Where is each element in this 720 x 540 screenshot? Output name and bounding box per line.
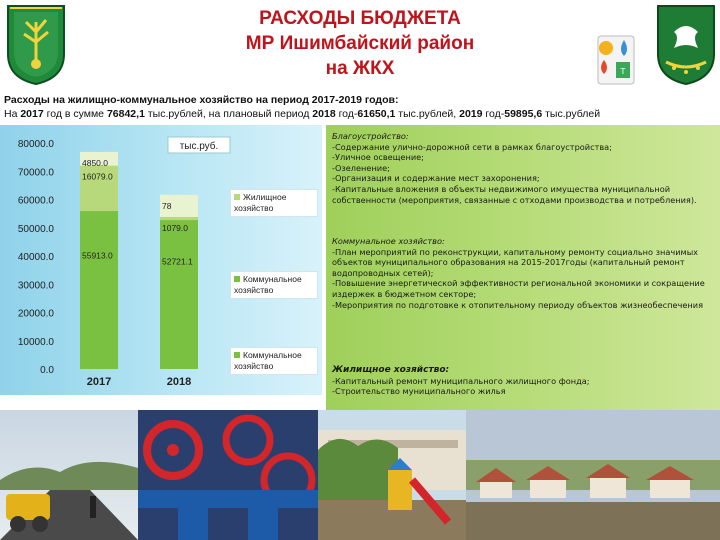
komm-item: -Мероприятия по подготовке к отопительному периоду объектов жизнеобеспечения [332, 299, 703, 310]
budget-summary [4, 93, 716, 121]
y-tick-label: 50000.0 [17, 223, 54, 235]
legend-label-housing: Жилищное хозяйство [234, 192, 287, 213]
y-tick-label: 30000.0 [17, 280, 54, 292]
section-kommunalnoe [332, 236, 716, 310]
legend-swatch-communal [234, 276, 240, 282]
bar-data-label: 78 [162, 200, 172, 211]
zhil-item: -Капитальный ремонт муниципального жилищного фонда; [332, 375, 590, 386]
title-line-3: на ЖКХ [325, 58, 395, 79]
bar-segment [80, 211, 118, 369]
y-tick-label: 70000.0 [17, 167, 54, 179]
title-line-2: МР Ишимбайский район [245, 33, 475, 54]
section-heading-zhil: Жилищное хозяйство: [332, 365, 450, 375]
x-category-label: 2017 [86, 376, 112, 388]
legend-item-housing [230, 189, 318, 217]
y-tick-label: 60000.0 [17, 195, 54, 207]
bar-data-label: 4850.0 [82, 157, 108, 168]
blag-item: -Уличное освещение; [332, 152, 424, 163]
summary-heading: Расходы на жилищно-коммунальное хозяйство на период 2017-2019 годов: [4, 94, 399, 106]
bar-data-label: 1079.0 [162, 223, 188, 234]
legend-item-communal [230, 271, 318, 299]
slide-title [170, 6, 550, 81]
region-emblem-right [654, 2, 718, 86]
blag-item: -Организация и содержание мест захоронения; [332, 173, 540, 184]
komm-item: -План мероприятий по реконструкции, капитальному ремонту социально значимых объектов муниципального образования на 2015-2017годы (капитальный ремонт водопроводных сетей); [332, 246, 699, 278]
bar-data-label: 16079.0 [82, 171, 113, 182]
legend-label-communal-2: Коммунальное хозяйство [234, 350, 302, 371]
section-zhilishchnoe [332, 365, 716, 397]
legend-swatch-housing [234, 194, 240, 200]
bar-segment [160, 217, 198, 220]
blag-item: -Содержание улично-дорожной сети в рамках благоустройства; [332, 141, 612, 152]
photo-playground [318, 410, 466, 540]
zhil-item: -Строительство муниципального жилья [332, 386, 506, 397]
photo-pipeline-valves [138, 410, 318, 540]
y-tick-label: 40000.0 [17, 252, 54, 263]
komm-item: -Повышение энергетической эффективности региональной экономики и сокращение издержек в бюджетном секторе; [332, 278, 705, 299]
summary-amounts: На 2017 год в сумме 76842,1 тыс.рублей, на плановый период 2018 год-61650,1 тыс.рублей, 2019 год-59895,6 тыс.рублей [4, 108, 601, 120]
x-category-label: 2018 [166, 376, 192, 388]
chart-panel [0, 125, 322, 395]
y-tick-label: 20000.0 [17, 308, 54, 320]
legend-swatch-communal-2 [234, 352, 240, 358]
section-heading-komm: Коммунальное хозяйство: [332, 236, 445, 246]
blag-item: -Капитальные вложения в объекты недвижимого имущества муниципальной собственности (мероприятия, связанные с отходами производства и потребления). [332, 183, 697, 205]
housing-utilities-logo [590, 26, 642, 88]
section-blagoustroystvo [332, 131, 716, 205]
svg-text:T: T [620, 67, 626, 76]
photo-road-works [0, 410, 138, 540]
measures-panel [326, 125, 720, 410]
legend-item-communal-2 [230, 347, 318, 375]
title-line-1: РАСХОДЫ БЮДЖЕТА [259, 8, 461, 29]
photo-new-housing [466, 410, 720, 540]
y-tick-label: 80000.0 [17, 139, 54, 150]
district-emblem-left [4, 2, 68, 86]
bar-data-label: 55913.0 [82, 250, 113, 261]
bar-data-label: 52721.1 [162, 256, 193, 267]
y-tick-label: 0.0 [40, 365, 54, 376]
section-heading-blag: Благоустройство: [332, 131, 409, 141]
blag-item: -Озеленение; [332, 162, 390, 173]
bar-segment [160, 220, 198, 369]
y-tick-label: 10000.0 [17, 336, 54, 348]
legend-label-communal: Коммунальное хозяйство [234, 274, 302, 295]
unit-label: тыс.руб. [179, 141, 219, 152]
